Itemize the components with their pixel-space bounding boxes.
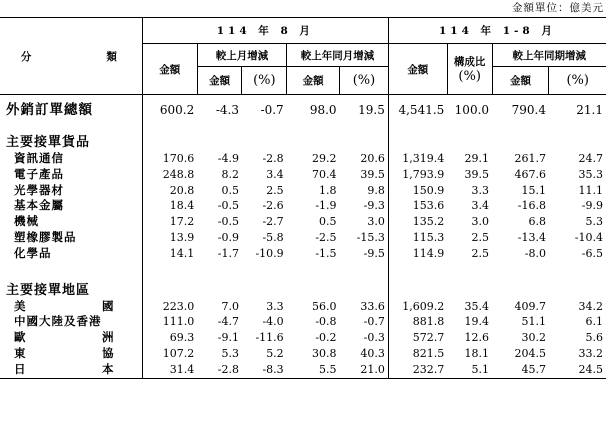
table-cell: 5.5 — [287, 362, 340, 378]
table-cell — [242, 127, 287, 151]
row-label — [0, 275, 142, 299]
table-cell: 100.0 — [454, 103, 490, 118]
goods-label: 機械 — [14, 214, 39, 229]
table-cell: -1.7 — [217, 246, 239, 260]
table-cell: 39.5 — [360, 167, 385, 181]
prev-month-amount-header: 金額 — [197, 67, 242, 95]
row-label — [0, 198, 142, 214]
table-cell: 21.1 — [576, 103, 603, 118]
table-cell: 1.8 — [319, 183, 337, 197]
region-label-a: 東 — [14, 345, 27, 360]
table-cell — [142, 127, 197, 151]
region-label-b: 協 — [102, 345, 115, 360]
table-cell — [492, 127, 549, 151]
table-cell: 51.1 — [521, 315, 546, 329]
table-cell: 15.1 — [521, 183, 546, 197]
table-cell: -0.3 — [363, 331, 385, 345]
table-cell: 5.6 — [585, 331, 603, 345]
table-cell: -15.3 — [356, 230, 385, 244]
table-cell: -0.2 — [315, 331, 337, 345]
region-row — [0, 330, 606, 346]
table-cell: -9.3 — [363, 199, 385, 213]
table-cell — [340, 262, 389, 275]
table-cell: 3.4 — [471, 199, 490, 213]
table-cell: 98.0 — [309, 103, 337, 118]
region-row — [0, 362, 606, 378]
row-label — [0, 299, 142, 315]
table-cell — [197, 127, 242, 151]
table-cell: 223.0 — [142, 299, 197, 315]
row-label — [0, 151, 142, 167]
vs-prev-month-header: 較上月增減 — [197, 44, 286, 67]
table-cell: 12.6 — [464, 331, 490, 345]
goods-label: 電子產品 — [14, 166, 64, 181]
table-body — [0, 95, 606, 379]
table-cell: 467.6 — [514, 167, 546, 181]
table-cell: 3.0 — [471, 215, 490, 229]
table-cell — [492, 262, 549, 275]
table-cell — [340, 275, 389, 299]
goods-label: 化學品 — [14, 245, 52, 260]
table-cell: 18.1 — [464, 346, 490, 360]
table-cell: -16.8 — [517, 199, 546, 213]
table-cell: -4.3 — [215, 103, 239, 118]
row-label — [0, 230, 142, 246]
table-cell: -0.5 — [217, 199, 239, 213]
spacer-row — [0, 262, 606, 275]
table-cell: 6.1 — [585, 315, 603, 329]
table-cell: 8.2 — [221, 167, 239, 181]
table-cell: 1,319.4 — [388, 151, 447, 167]
table-cell: 572.7 — [388, 330, 447, 346]
table-cell: -2.6 — [262, 199, 284, 213]
table-cell: 5.3 — [585, 215, 603, 229]
unit-note: 金額單位：億美元 — [512, 2, 604, 14]
table-cell: -5.8 — [262, 230, 284, 244]
region-section-title: 主要接單地區 — [6, 282, 91, 298]
table-cell: -8.0 — [524, 246, 546, 260]
table-cell: 17.2 — [142, 214, 197, 230]
table-cell: -1.9 — [315, 199, 337, 213]
table-cell — [287, 262, 340, 275]
same-month-amount-header: 金額 — [287, 67, 340, 95]
table-cell: 34.2 — [578, 299, 603, 313]
table-cell: 111.0 — [142, 314, 197, 330]
table-cell: -0.8 — [315, 315, 337, 329]
table-cell — [287, 275, 340, 299]
region-section-row — [0, 275, 606, 299]
row-label — [0, 183, 142, 199]
goods-row — [0, 198, 606, 214]
table-cell: 153.6 — [388, 198, 447, 214]
table-cell: 600.2 — [142, 95, 197, 128]
table-cell: -9.5 — [363, 246, 385, 260]
table-cell: 107.2 — [142, 346, 197, 362]
category-header: 分 類 — [0, 18, 142, 95]
table-cell: -2.5 — [315, 230, 337, 244]
total-row — [0, 95, 606, 128]
table-cell: -11.6 — [255, 331, 284, 345]
goods-row — [0, 230, 606, 246]
goods-section-title: 主要接單貨品 — [6, 135, 91, 151]
table-cell: -8.3 — [242, 362, 287, 378]
region-label-b: 洲 — [102, 330, 115, 345]
vs-same-month-header: 較上年同月增減 — [287, 44, 389, 67]
table-header — [0, 18, 606, 95]
table-cell: 135.2 — [388, 214, 447, 230]
table-cell: 232.7 — [388, 362, 447, 378]
goods-section-row — [0, 127, 606, 151]
row-label — [0, 346, 142, 362]
table-cell: 1,793.9 — [388, 167, 447, 183]
same-month-pct-header: (%) — [340, 67, 389, 95]
row-label — [0, 167, 142, 183]
table-cell: 0.5 — [319, 215, 337, 229]
table-cell — [197, 275, 242, 299]
table-cell: 29.1 — [464, 152, 490, 165]
table-cell: -9.9 — [581, 199, 603, 213]
table-cell — [447, 275, 492, 299]
table-cell — [197, 262, 242, 275]
table-cell: 30.8 — [312, 346, 337, 360]
table-cell: -6.5 — [581, 246, 603, 260]
table-cell: 19.5 — [358, 103, 385, 118]
row-label — [0, 362, 142, 378]
table-cell: 20.6 — [360, 152, 385, 165]
table-cell — [388, 127, 447, 151]
share-label: 構成比 — [453, 56, 486, 68]
vs-same-period-header: 較上年同期增減 — [492, 44, 606, 67]
region-label-a: 日 — [14, 361, 27, 376]
table-cell: 3.3 — [266, 299, 284, 313]
table-cell: 9.8 — [367, 183, 385, 197]
table-cell — [447, 262, 492, 275]
table-cell: 35.4 — [464, 299, 490, 313]
table-cell: -0.5 — [217, 215, 239, 229]
goods-row — [0, 214, 606, 230]
region-label-b: 本 — [102, 361, 115, 376]
table-cell: 170.6 — [142, 151, 197, 167]
goods-label: 塑橡膠製品 — [14, 229, 77, 244]
row-label — [0, 314, 142, 330]
table-cell — [242, 262, 287, 275]
table-cell: 35.3 — [578, 167, 603, 181]
goods-row — [0, 246, 606, 262]
table-cell: 30.2 — [521, 331, 546, 345]
row-label — [0, 127, 142, 151]
region-label-b: 國 — [102, 298, 115, 313]
table-cell — [492, 275, 549, 299]
prev-month-pct-header: (%) — [242, 67, 287, 95]
table-cell: 21.0 — [340, 362, 389, 378]
table-cell: 24.5 — [549, 362, 606, 378]
table-cell: 115.3 — [388, 230, 447, 246]
table-cell: 1,609.2 — [388, 299, 447, 315]
table-cell: 40.3 — [360, 346, 385, 360]
table-cell: 248.8 — [142, 167, 197, 183]
same-period-pct-header: (%) — [549, 67, 606, 95]
table-cell: 409.7 — [514, 299, 546, 313]
ytd-amount-header: 金額 — [388, 44, 447, 95]
table-cell: 2.5 — [266, 183, 284, 197]
table-cell: 2.5 — [471, 230, 490, 244]
total-label: 外銷訂單總額 — [6, 102, 93, 119]
table-cell: -2.7 — [262, 215, 284, 229]
table-cell: -0.9 — [217, 230, 239, 244]
row-label — [0, 95, 142, 128]
row-label — [0, 246, 142, 262]
table-cell: -0.7 — [363, 315, 385, 329]
goods-label: 基本金屬 — [14, 198, 64, 213]
table-cell: 2.5 — [471, 246, 490, 260]
share-unit: (%) — [458, 69, 481, 84]
table-cell: 821.5 — [388, 346, 447, 362]
table-cell — [549, 262, 606, 275]
share-header — [447, 44, 492, 95]
row-label — [0, 214, 142, 230]
export-orders-table — [0, 17, 606, 379]
table-cell: 5.3 — [221, 346, 239, 360]
table-cell: 150.9 — [388, 183, 447, 199]
table-cell — [549, 275, 606, 299]
table-cell: -1.5 — [315, 246, 337, 260]
table-cell: 29.2 — [312, 152, 337, 165]
goods-label: 資訊通信 — [14, 151, 64, 165]
region-label-a: 歐 — [14, 330, 27, 345]
table-cell: 31.4 — [142, 362, 197, 378]
table-cell — [388, 262, 447, 275]
goods-row — [0, 151, 606, 167]
table-cell: -4.7 — [217, 315, 239, 329]
table-cell — [142, 275, 197, 299]
goods-row — [0, 167, 606, 183]
table-cell: -4.9 — [217, 152, 239, 165]
table-cell: 33.2 — [578, 346, 603, 360]
table-cell: 881.8 — [388, 314, 447, 330]
table-cell: -10.4 — [574, 230, 603, 244]
table-cell — [388, 275, 447, 299]
table-cell: 69.3 — [142, 330, 197, 346]
table-cell: -4.0 — [262, 315, 284, 329]
table-cell: 3.0 — [367, 215, 385, 229]
table-cell: 45.7 — [492, 362, 549, 378]
table-cell: 11.1 — [578, 183, 603, 197]
table-cell — [142, 262, 197, 275]
period-ytd-header: 114 年 1-8 月 — [388, 18, 606, 44]
table-cell: 13.9 — [142, 230, 197, 246]
table-cell — [242, 275, 287, 299]
region-label: 中國大陸及香港 — [14, 314, 102, 329]
table-cell: 261.7 — [514, 152, 546, 165]
table-cell: 5.2 — [266, 346, 284, 360]
table-cell: 19.4 — [464, 315, 490, 329]
table-cell: 39.5 — [464, 167, 490, 181]
table-cell: 7.0 — [221, 299, 239, 313]
table-cell: 24.7 — [578, 152, 603, 165]
table-cell: 114.9 — [388, 246, 447, 262]
table-cell — [340, 127, 389, 151]
table-cell — [549, 127, 606, 151]
table-cell: 20.8 — [142, 183, 197, 199]
region-row — [0, 299, 606, 315]
region-row — [0, 346, 606, 362]
table-cell: 6.8 — [528, 215, 546, 229]
same-period-amount-header: 金額 — [492, 67, 549, 95]
table-cell: 5.1 — [447, 362, 492, 378]
table-cell: -2.8 — [197, 362, 242, 378]
region-label-a: 美 — [14, 298, 27, 313]
table-cell: 56.0 — [312, 299, 337, 313]
table-cell: 70.4 — [312, 167, 337, 181]
table-cell — [287, 127, 340, 151]
period-month-header: 114 年 8 月 — [142, 18, 388, 44]
goods-label: 光學器材 — [14, 182, 64, 197]
row-label — [0, 330, 142, 346]
table-cell: 0.5 — [221, 183, 239, 197]
goods-row — [0, 183, 606, 199]
table-cell: 790.4 — [511, 103, 546, 118]
table-cell: 33.6 — [360, 299, 385, 313]
table-cell: 14.1 — [142, 246, 197, 262]
table-cell: -2.8 — [262, 152, 284, 165]
table-cell: 3.4 — [266, 167, 284, 181]
month-amount-header: 金額 — [142, 44, 197, 95]
table-cell: 18.4 — [142, 198, 197, 214]
table-cell: -13.4 — [517, 230, 546, 244]
table-cell: 4,541.5 — [388, 95, 447, 128]
table-cell: -10.9 — [255, 246, 284, 260]
table-cell: 204.5 — [514, 346, 546, 360]
region-row — [0, 314, 606, 330]
table-cell: 3.3 — [471, 183, 490, 197]
row-label — [0, 262, 142, 275]
table-cell: -0.7 — [260, 103, 284, 118]
table-cell — [447, 127, 492, 151]
table-cell: -9.1 — [217, 331, 239, 345]
